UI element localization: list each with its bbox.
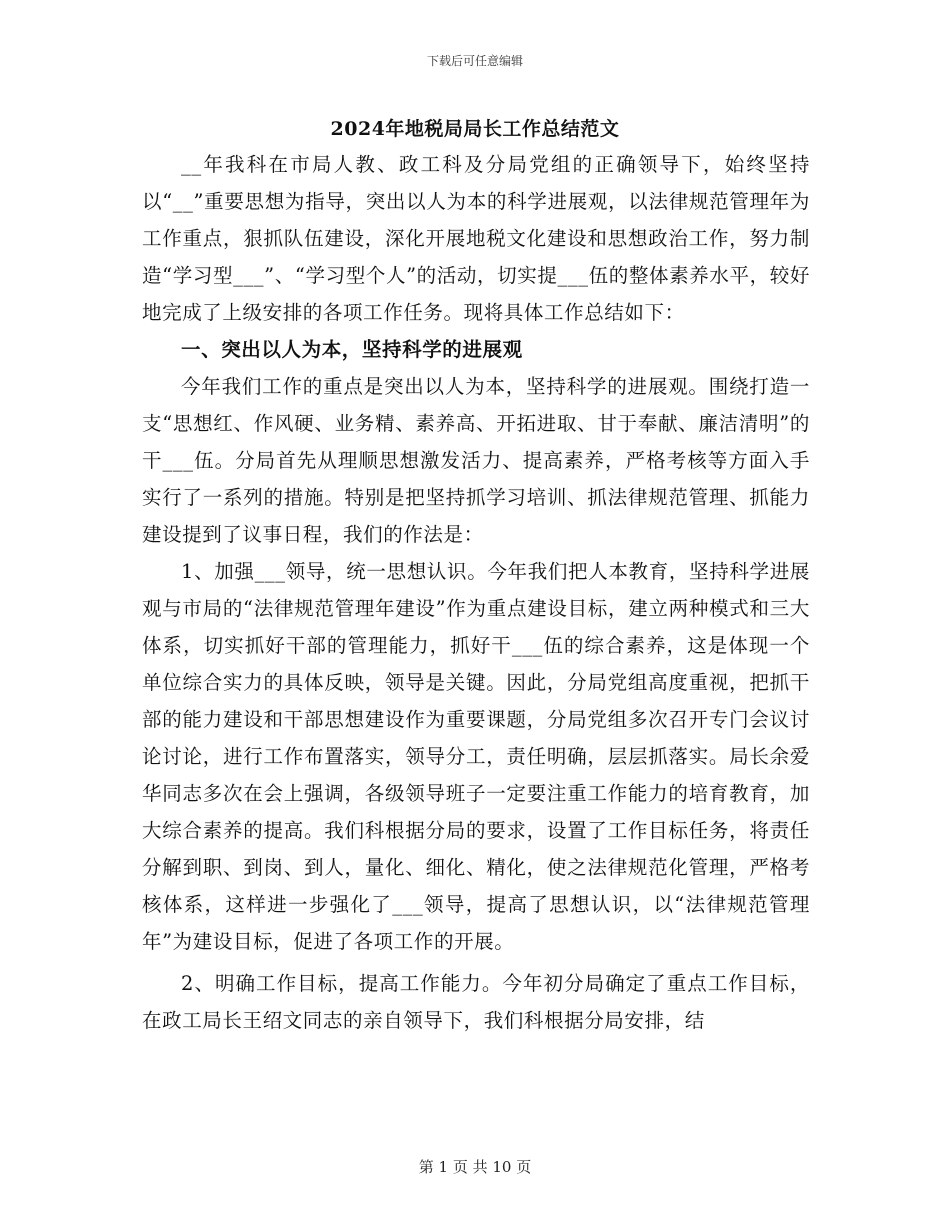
page-header-note: 下载后可任意编辑	[426, 54, 523, 68]
section-heading-1: 一、突出以人为本，坚持科学的进展观	[181, 338, 523, 361]
paragraph-item-1: 1、加强___领导，统一思想认识。今年我们把人本教育，坚持科学进展观与市局的“法律规范管理年建设”作为重点建设目标，建立两种模式和三大体系，切实抓好干部的管理能力，抓好干___伍的综合素养，这是体现一个单位综合实力的具体反映，领导是关键。因此，分局党组高度重视，把抓干部的能力建设和干部思想建设作为重要课题，分局党组多次召开专门会议讨论讨论，进行工作布置落实，领导分工，责任明确，层层抓落实。局长余爱华同志多次在会上强调，各级领导班子一定要注重工作能力的培育教育，加大综合素养的提高。我们科根据分局的要求，设置了工作目标任务，将责任分解到职、到岗、到人，量化、细化、精化，使之法律规范化管理，严格考核体系，这样进一步强化了___领导，提高了思想认识，以“法律规范管理年”为建设目标，促进了各项工作的开展。	[142, 560, 810, 953]
document-title: 2024年地税局局长工作总结范文	[330, 118, 620, 140]
paragraph-item-2: 2、明确工作目标，提高工作能力。今年初分局确定了重点工作目标，在政工局长王绍文同志的亲自领导下，我们科根据分局安排，结	[142, 972, 810, 1032]
document-body	[142, 146, 810, 1039]
paragraph-section-1: 今年我们工作的重点是突出以人为本，坚持科学的进展观。围绕打造一支“思想红、作风硬、业务精、素养高、开拓进取、甘于奉献、廉洁清明”的干___伍。分局首先从理顺思想激发活力、提高素养，严格考核等方面入手实行了一系列的措施。特别是把坚持抓学习培训、抓法律规范管理、抓能力建设提到了议事日程，我们的作法是：	[142, 375, 810, 546]
page-number: 第 1 页 共 10 页	[418, 1158, 532, 1176]
paragraph-intro: __年我科在市局人教、政工科及分局党组的正确领导下，始终坚持以“__”重要思想为指导，突出以人为本的科学进展观，以法律规范管理年为工作重点，狠抓队伍建设，深化开展地税文化建设和思想政治工作，努力制造“学习型___”、“学习型个人”的活动，切实提___伍的整体素养水平，较好地完成了上级安排的各项工作任务。现将具体工作总结如下：	[142, 153, 810, 324]
